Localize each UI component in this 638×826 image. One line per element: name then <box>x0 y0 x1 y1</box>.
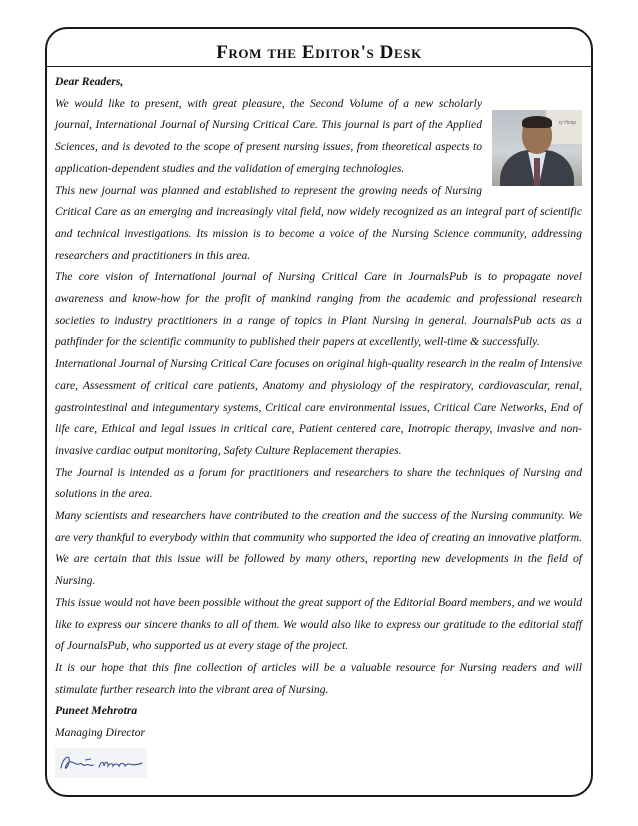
editor-photo <box>492 110 582 186</box>
paragraph-thanks-board: This issue would not have been possible without the great support of the Editorial Board members, and we would like to express our sincere thanks to all of them. We would also like to express our gratitude to the editorial staff of JournalsPub, who supported us at every stage of the project. <box>55 595 582 653</box>
paragraph-intro: We would like to present, with great pleasure, the Second Volume of a new scholarly journal, International Journal of Nursing Critical Care. This journal is part of the Applied Sciences, and is devoted to the scope of present nursing issues, from theoretical aspects to application-dependent studies and the validation of emerging technologies. <box>55 96 482 175</box>
signatory-name: Puneet Mehrotra <box>55 704 138 718</box>
editor-desk-frame <box>45 27 593 797</box>
paragraph-forum: The Journal is intended as a forum for practitioners and researchers to share the techniques of Nursing and solutions in the area. <box>55 465 582 501</box>
paragraph-closing: It is our hope that this fine collection of articles will be a valuable resource for Nursing readers and will stimulate further research into the vibrant area of Nursing. <box>55 660 582 696</box>
salutation: Dear Readers, <box>55 75 124 88</box>
signature-image <box>55 748 147 778</box>
paragraph-thanks-community: Many scientists and researchers have contributed to the creation and the success of the Nursing community. We are very thankful to everybody within that community who supported the idea of creating an innovative platform. We are certain that this issue will be followed by many others, reporting new developments in the field of Nursing. <box>55 509 582 588</box>
paragraph-purpose: This new journal was planned and established to represent the growing needs of Nursing Critical Care as an emerging and increasingly vital field, now widely recognized as an integral part of scientific and technical investigations. Its mission is to become a voice of the Nursing Science community, addressing researchers and practitioners in this area. <box>55 183 582 262</box>
paragraph-vision: The core vision of International journal of Nursing Critical Care in JournalsPub is to propagate novel awareness and know-how for the profit of mankind ranging from the academic and professional research societies to industry practitioners in a range of topics in Plant Nursing in general. JournalsPub acts as a pathfinder for the scientific community to published their papers at excellently, well-time & successfully. <box>55 270 582 349</box>
signatory-role: Managing Director <box>55 726 146 740</box>
page-title: From the Editor's Desk <box>216 42 422 63</box>
photo-banner-text: ry Hosp <box>558 119 576 126</box>
paragraph-scope: International Journal of Nursing Critical Care focuses on original high-quality research in the realm of Intensive care, Assessment of critical care patients, Anatomy and physiology of the respiratory, cardiovascular, renal, gastrointestinal and integumentary systems, Critical care environmental issues, Critical Care Networks, End of life care, Ethical and legal issues in critical care, Patient centered care, Inotropic therapy, invasive and non-invasive cardiac output monitoring, Safety Culture Replacement therapies. <box>55 357 582 457</box>
photo-tie <box>534 158 540 186</box>
title-divider <box>47 66 591 67</box>
photo-hair <box>522 116 552 128</box>
letter-body <box>55 71 582 778</box>
